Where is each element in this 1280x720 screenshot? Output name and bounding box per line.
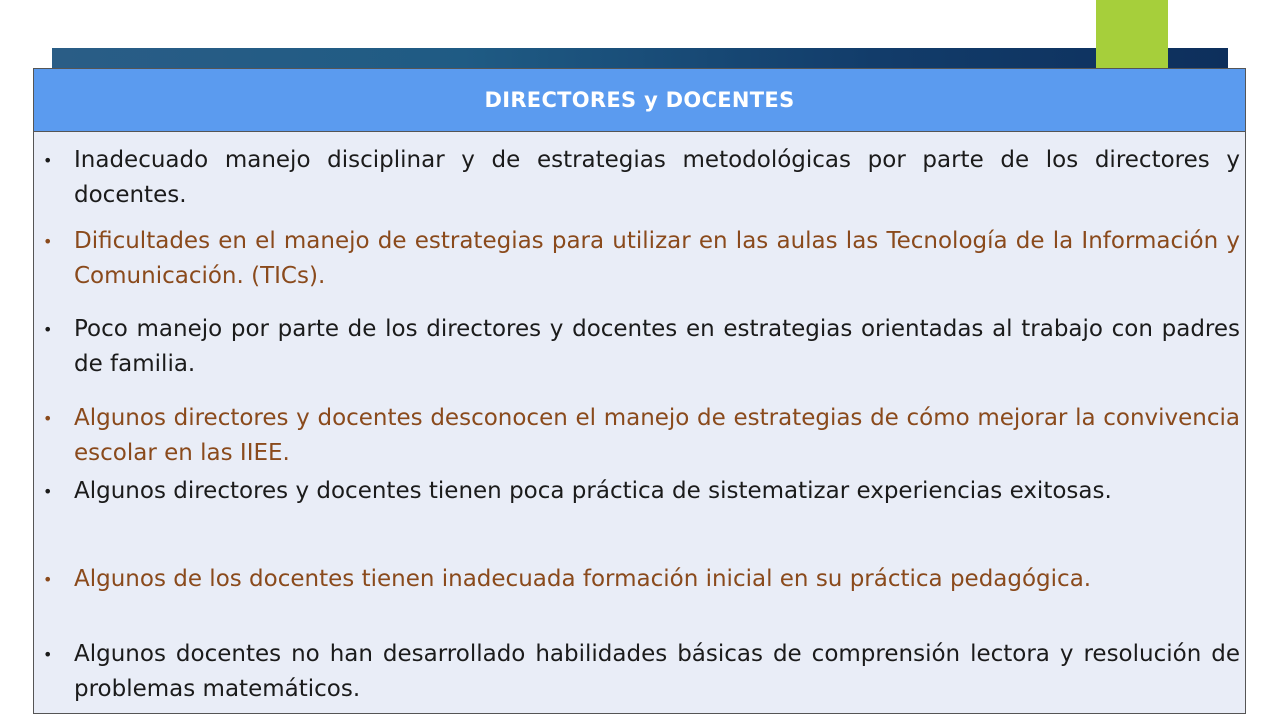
bullet-icon: • bbox=[43, 232, 53, 251]
list-item bbox=[43, 401, 1240, 471]
top-decorative-band bbox=[52, 48, 1228, 70]
list-item bbox=[43, 143, 1240, 213]
list-item bbox=[43, 312, 1240, 382]
list-item-text: Inadecuado manejo disciplinar y de estrategias metodológicas por parte de los directores y docentes. bbox=[74, 147, 1240, 208]
bullet-icon: • bbox=[43, 570, 53, 589]
table-header: DIRECTORES y DOCENTES bbox=[34, 69, 1245, 132]
green-accent-tab bbox=[1096, 0, 1168, 70]
bullet-icon: • bbox=[43, 645, 53, 664]
list-item-text: Algunos directores y docentes desconocen el manejo de estrategias de cómo mejorar la convivencia escolar en las IIEE. bbox=[74, 405, 1240, 466]
list-item bbox=[43, 637, 1240, 707]
list-item-text: Dificultades en el manejo de estrategias para utilizar en las aulas las Tecnología de la Información y Comunicación. (TICs). bbox=[74, 228, 1240, 289]
content-table bbox=[33, 68, 1246, 714]
list-item-text: Poco manejo por parte de los directores y docentes en estrategias orientadas al trabajo con padres de familia. bbox=[74, 316, 1240, 377]
bullet-icon: • bbox=[43, 482, 53, 501]
list-item bbox=[43, 224, 1240, 294]
list-item bbox=[43, 562, 1240, 597]
list-item-text: Algunos directores y docentes tienen poca práctica de sistematizar experiencias exitosas. bbox=[74, 478, 1112, 504]
bullet-icon: • bbox=[43, 320, 53, 339]
bullet-icon: • bbox=[43, 151, 53, 170]
list-item bbox=[43, 474, 1240, 509]
bullet-icon: • bbox=[43, 409, 53, 428]
list-item-text: Algunos docentes no han desarrollado habilidades básicas de comprensión lectora y resolución de problemas matemáticos. bbox=[74, 641, 1240, 702]
list-item-text: Algunos de los docentes tienen inadecuada formación inicial en su práctica pedagógica. bbox=[74, 566, 1092, 592]
